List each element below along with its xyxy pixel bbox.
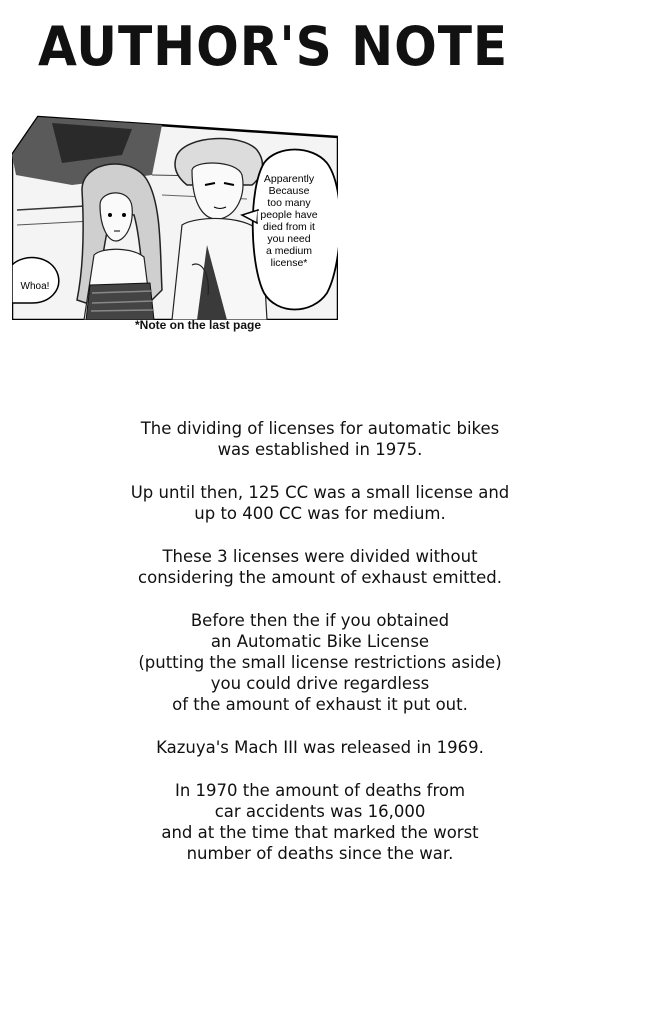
- panel-caption: *Note on the last page: [135, 318, 262, 332]
- note-paragraph-6: In 1970 the amount of deaths from car accidents was 16,000 and at the time that marked the worst number of deaths since the war.: [161, 781, 479, 863]
- speech-bubble-small: Whoa!: [20, 281, 50, 292]
- note-paragraph-3: These 3 licenses were divided without considering the amount of exhaust emitted.: [138, 547, 502, 587]
- note-body: [40, 418, 600, 886]
- note-paragraph-2: Up until then, 125 CC was a small license and up to 400 CC was for medium.: [130, 483, 510, 523]
- page-title: AUTHOR'S NOTE: [38, 15, 509, 78]
- manga-panel: [12, 115, 338, 320]
- speech-bubble-main: Apparently Because too many people have died from it you need a medium license*: [260, 173, 318, 269]
- note-paragraph-5: Kazuya's Mach III was released in 1969.: [156, 738, 484, 757]
- note-paragraph-1: The dividing of licenses for automatic bikes was established in 1975.: [140, 419, 500, 459]
- note-paragraph-4: Before then the if you obtained an Automatic Bike License (putting the small license restrictions aside) you could drive regardless of the amount of exhaust it put out.: [138, 611, 502, 714]
